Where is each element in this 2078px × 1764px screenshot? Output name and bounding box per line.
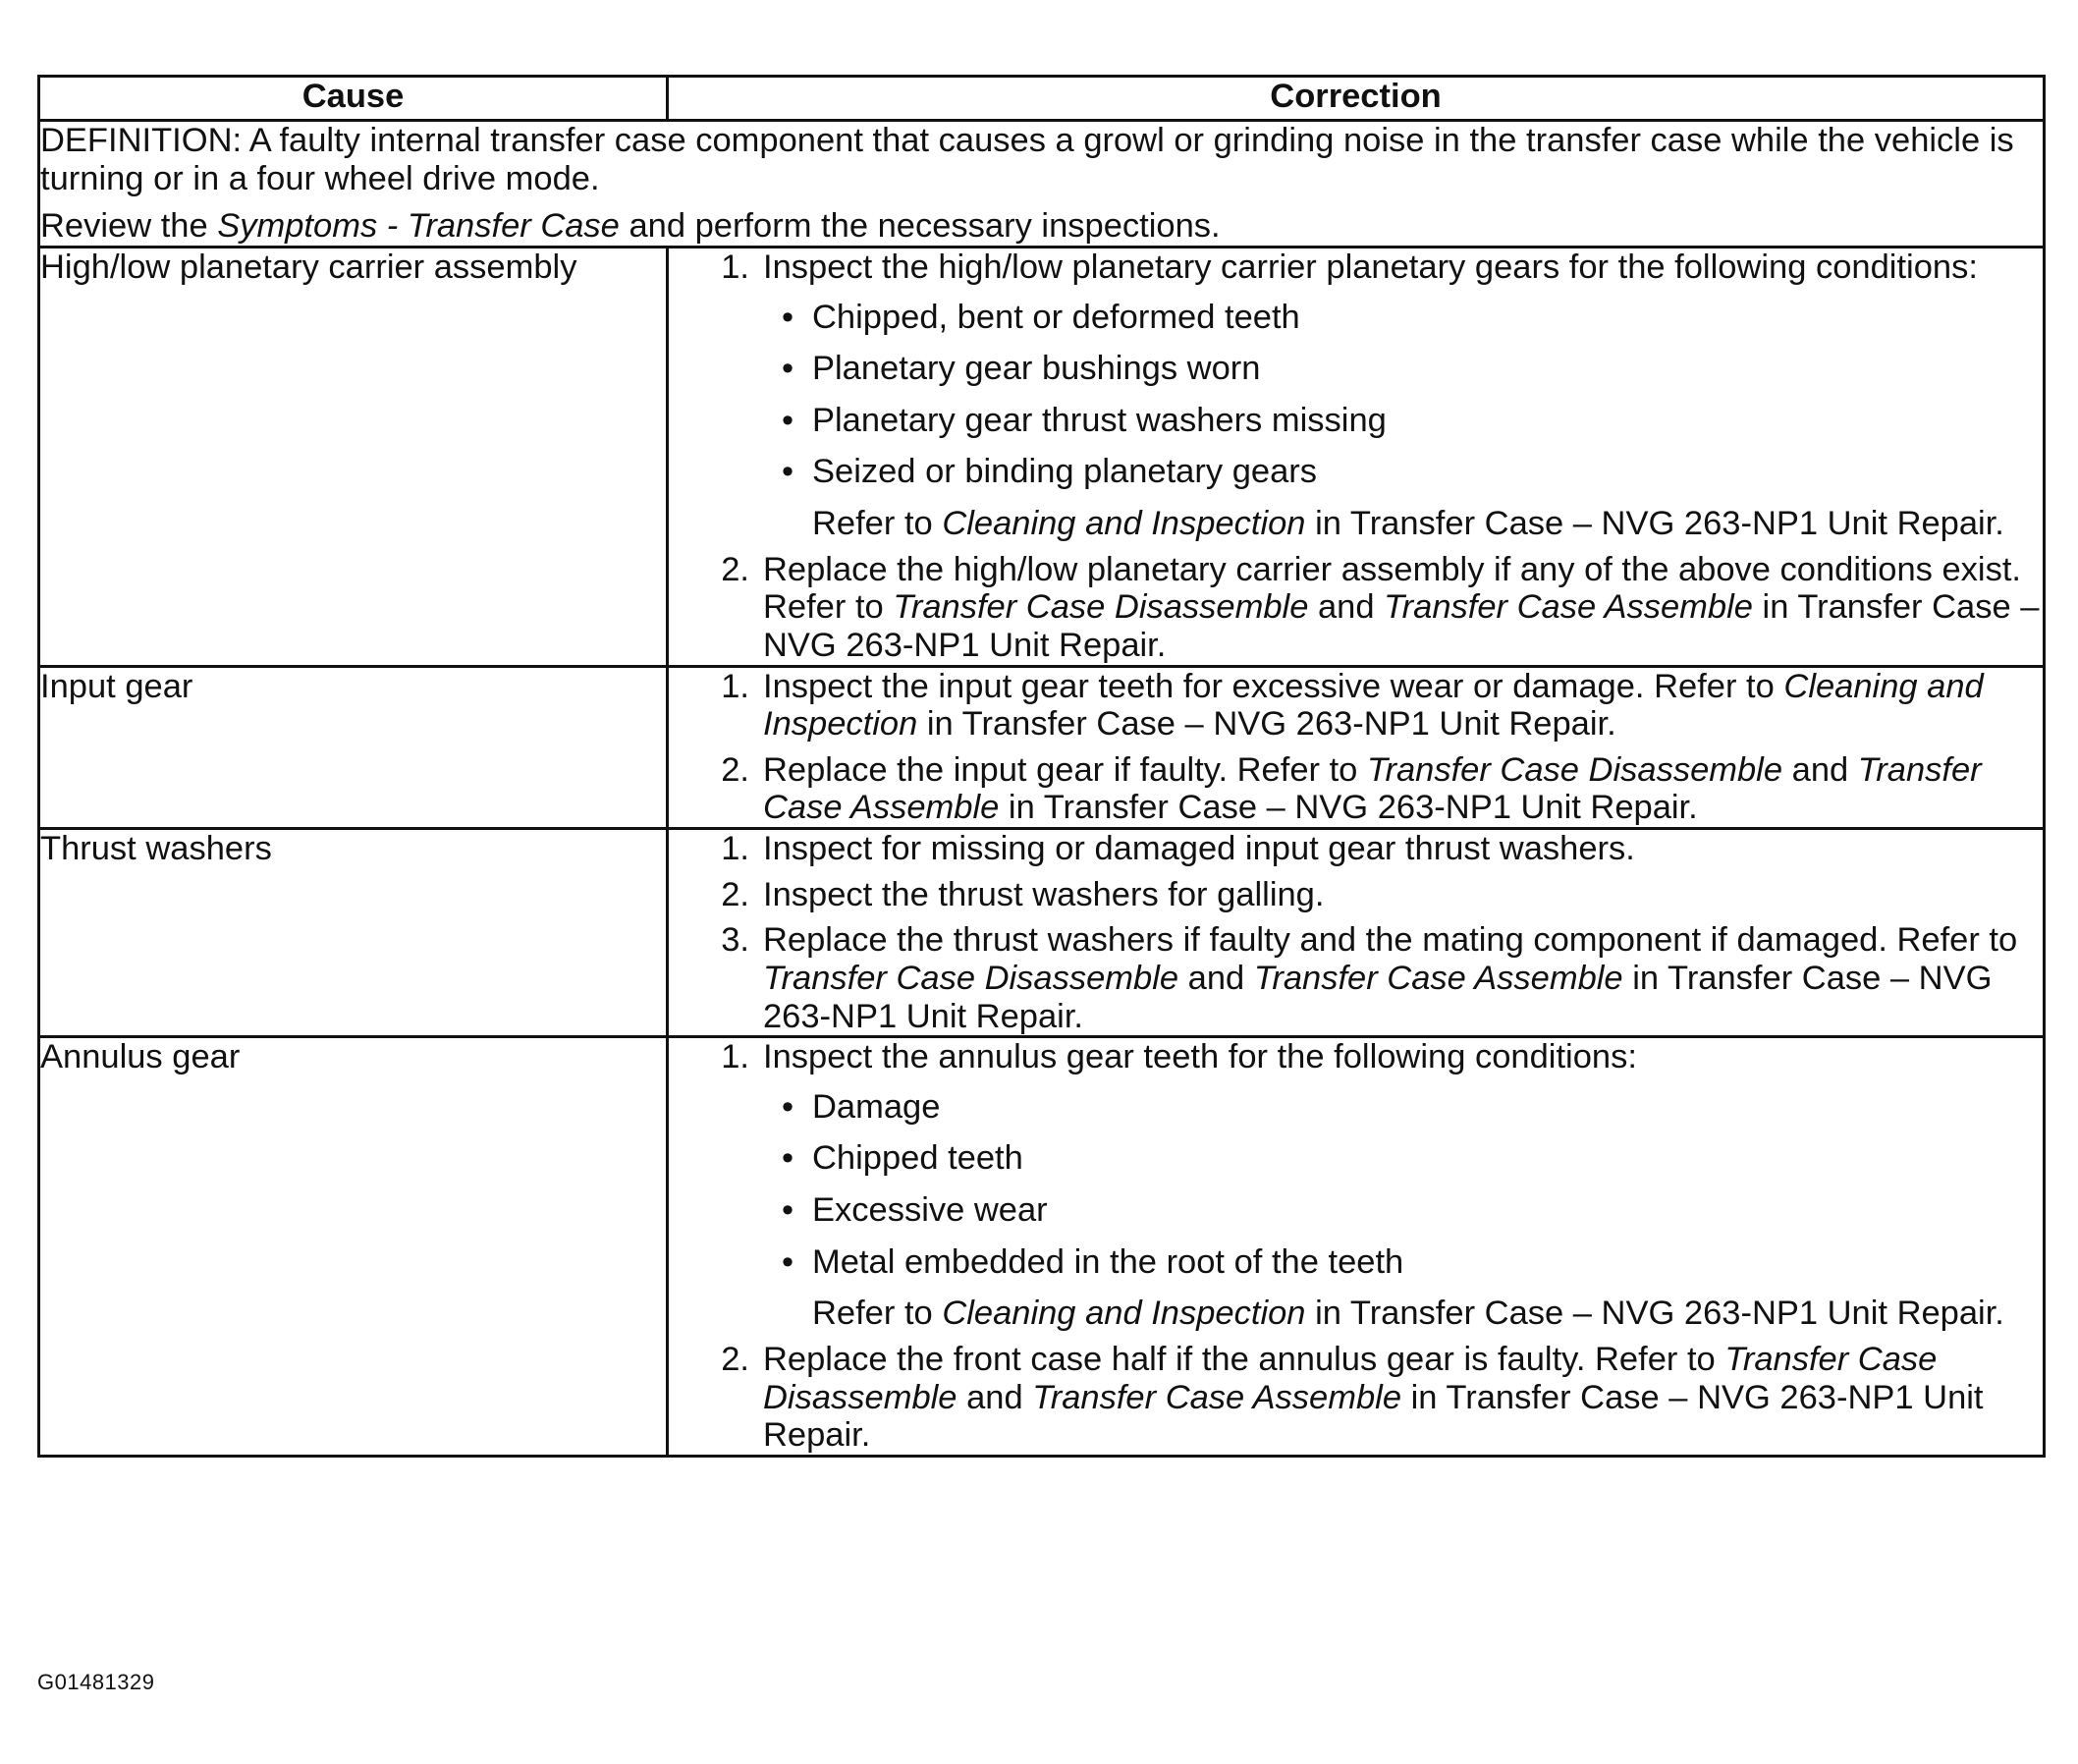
list-item: • Planetary gear bushings worn [763, 350, 2043, 388]
cleaning-inspection-reference: Cleaning and Inspection [942, 1295, 1306, 1333]
step-number: 1. [721, 830, 749, 867]
condition-list [763, 299, 2043, 492]
step-number: 1. [721, 1038, 749, 1076]
cleaning-inspection-reference: Cleaning and Inspection [763, 667, 1984, 744]
list-item: • Planetary gear thrust washers missing [763, 402, 2043, 440]
cause-cell: Annulus gear [39, 1037, 668, 1457]
refer-text: Refer to Cleaning and Inspection in Transfer Case – NVG 263-NP1 Unit Repair. [812, 1295, 2004, 1333]
bullet-icon: • [781, 1087, 794, 1126]
step-text: Inspect the input gear teeth for excessive wear or damage. Refer to Cleaning and Inspection in Transfer Case – NVG 263-NP1 Unit Repair. [763, 667, 1984, 744]
cause-cell: High/low planetary carrier assembly [39, 247, 668, 666]
figure-id: G01481329 [37, 1670, 155, 1694]
table-row [39, 1037, 2045, 1457]
disassemble-reference: Transfer Case Disassemble [1366, 750, 1783, 789]
list-item: • Chipped teeth [763, 1139, 2043, 1178]
step-item [669, 1341, 2043, 1455]
step-number: 1. [721, 248, 749, 286]
step-item [669, 751, 2043, 827]
step-item [669, 876, 2043, 914]
review-text: Review the Symptoms - Transfer Case and perform the necessary inspections. [40, 207, 1221, 246]
list-item: • Damage [763, 1088, 2043, 1127]
step-text: Replace the thrust washers if faulty and the mating component if damaged. Refer to Transfer Case Disassemble and Transfer Case Assemble in Transfer Case – NVG 263-NP1 Unit Repair. [763, 921, 2018, 1035]
step-text: Inspect the thrust washers for galling. [763, 875, 1325, 913]
diagnostic-table [37, 75, 2046, 1458]
assemble-reference: Transfer Case Assemble [1032, 1378, 1402, 1416]
list-item: • Excessive wear [763, 1191, 2043, 1230]
list-item: • Metal embedded in the root of the teeth [763, 1243, 2043, 1282]
bullet-icon: • [781, 401, 794, 439]
condition-list [763, 1088, 2043, 1282]
bullet-icon: • [781, 1191, 794, 1229]
definition-cell [39, 121, 2045, 248]
refer-text: Refer to Cleaning and Inspection in Transfer Case – NVG 263-NP1 Unit Repair. [812, 505, 2004, 542]
disassemble-reference: Transfer Case Disassemble [893, 588, 1309, 627]
header-cause: Cause [39, 77, 668, 121]
step-text: Inspect for missing or damaged input gear thrust washers. [763, 830, 1635, 867]
bullet-icon: • [781, 1139, 794, 1178]
step-number: 2. [721, 750, 749, 789]
correction-cell [668, 829, 2045, 1037]
bullet-icon: • [781, 298, 794, 336]
step-text: Replace the high/low planetary carrier assembly if any of the above conditions exist. Refer to Transfer Case Disassemble and Transfer Case Assemble in Transfer Case – NVG 263-NP1 Unit Repair. [763, 550, 2040, 664]
assemble-reference: Transfer Case Assemble [763, 750, 1982, 827]
step-item [669, 921, 2043, 1035]
step-text: Inspect the annulus gear teeth for the following conditions: [763, 1038, 1637, 1076]
list-item: • Seized or binding planetary gears [763, 453, 2043, 491]
header-correction: Correction [668, 77, 2045, 121]
cause-cell: Thrust washers [39, 829, 668, 1037]
bullet-icon: • [781, 350, 794, 388]
disassemble-reference: Transfer Case Disassemble [763, 959, 1179, 997]
step-item [669, 551, 2043, 665]
table-row [39, 666, 2045, 829]
step-text: Replace the input gear if faulty. Refer to Transfer Case Disassemble and Transfer Case Assemble in Transfer Case – NVG 263-NP1 Unit Repair. [763, 750, 1982, 827]
cause-cell: Input gear [39, 666, 668, 829]
step-item [669, 248, 2043, 543]
assemble-reference: Transfer Case Assemble [1253, 959, 1623, 997]
bullet-icon: • [781, 1242, 794, 1281]
step-item [669, 668, 2043, 744]
correction-cell [668, 1037, 2045, 1457]
step-number: 2. [721, 1340, 749, 1378]
step-text: Replace the front case half if the annulus gear is faulty. Refer to Transfer Case Disassemble and Transfer Case Assemble in Transfer Case – NVG 263-NP1 Unit Repair. [763, 1340, 1984, 1455]
correction-cell [668, 666, 2045, 829]
step-number: 2. [721, 550, 749, 588]
step-number: 1. [721, 667, 749, 705]
bullet-icon: • [781, 453, 794, 491]
table-row [39, 829, 2045, 1037]
step-item [669, 1038, 2043, 1333]
cleaning-inspection-reference: Cleaning and Inspection [942, 505, 1306, 542]
symptoms-reference: Symptoms - Transfer Case [217, 207, 620, 246]
correction-cell [668, 247, 2045, 666]
definition-text: DEFINITION: A faulty internal transfer case component that causes a growl or grinding noise in the transfer case while the vehicle is turning or in a four wheel drive mode. [40, 122, 2014, 197]
list-item: • Chipped, bent or deformed teeth [763, 299, 2043, 337]
table-row [39, 247, 2045, 666]
disassemble-reference: Transfer Case Disassemble [763, 1340, 1938, 1416]
definition-row [39, 121, 2045, 248]
step-text: Inspect the high/low planetary carrier planetary gears for the following conditions: [763, 248, 1978, 286]
step-item [669, 830, 2043, 868]
table-header-row [39, 77, 2045, 121]
step-number: 3. [721, 921, 749, 960]
step-number: 2. [721, 875, 749, 913]
assemble-reference: Transfer Case Assemble [1384, 588, 1753, 627]
